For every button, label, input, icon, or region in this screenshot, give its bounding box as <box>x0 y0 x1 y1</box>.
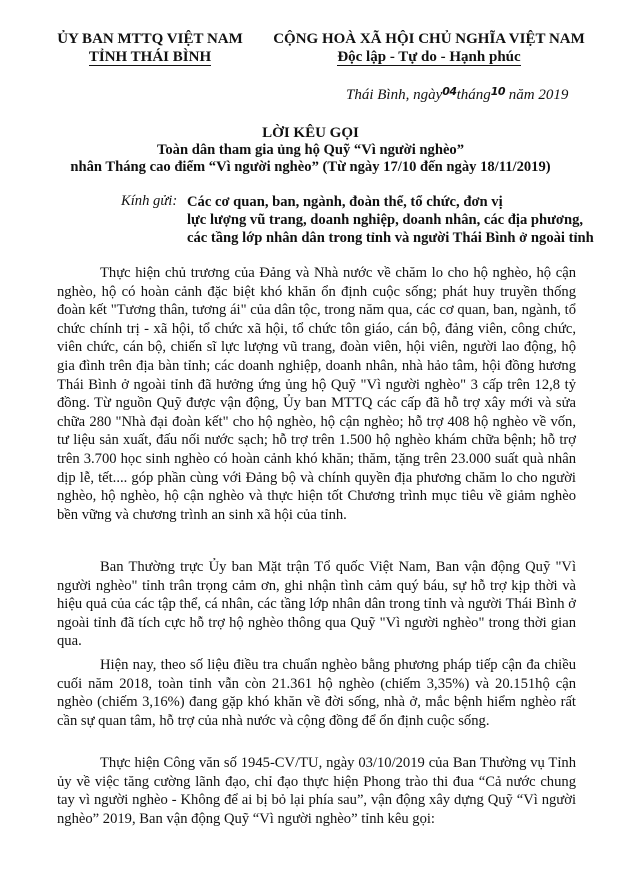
body-paragraph-1: Thực hiện chủ trương của Đảng và Nhà nước về chăm lo cho hộ nghèo, hộ cận nghèo, hộ có hoàn cảnh đặc biệt khó khăn ổn định cuộc sống; phát huy truyền thống đoàn kết "Tương thân, tương ái" của dân tộc, trong năm qua, các cơ quan, ban, ngành, tổ chức chính trị - xã hội, tổ chức xã hội, tổ chức tôn giáo, cán bộ, đảng viên, công chức, viên chức, cán bộ, chiến sĩ lực lượng vũ trang, đoàn viên, hội viên, người lao động, hộ gia đình trên địa bàn tỉnh; các doanh nghiệp, doanh nhân, nhà hảo tâm, hội đồng hương Thái Bình ở ngoài tỉnh đã hưởng ứng ủng hộ Quỹ "Vì người nghèo" 3 cấp trên 12,8 tỷ đồng. Từ nguồn Quỹ được vận động, Ủy ban MTTQ các cấp đã hỗ trợ xây mới và sửa chữa 280 "Nhà đại đoàn kết" cho hộ nghèo, hộ cận nghèo; hỗ trợ 408 hộ nghèo về vốn, tư liệu sản xuất, đấu nối nước sạch; hỗ trợ trên 1.500 hộ nghèo khám chữa bệnh; hỗ trợ trên 3.700 học sinh nghèo có hoàn cảnh khó khăn; thăm, tặng trên 23.000 suất quà nhân dịp lễ, tết.... góp phần cùng với Đảng bộ và chính quyền địa phương chăm lo cho người nghèo, hộ nghèo, hộ cận nghèo và thực hiện tốt Chương trình mục tiêu về giảm nghèo bền vững và chương trình an sinh xã hội của tỉnh. <box>57 265 576 523</box>
recipients-list <box>187 193 594 247</box>
org-name: ỦY BAN MTTQ VIỆT NAM <box>57 31 243 47</box>
org-header <box>40 31 260 66</box>
date-prefix: Thái Bình, ngày <box>346 87 443 103</box>
date-mid: tháng <box>456 87 491 103</box>
date-suffix: năm 2019 <box>508 87 569 103</box>
doc-subtitle-2: nhân Tháng cao điểm “Vì người nghèo” (Từ ngày 17/10 đến ngày 18/11/2019) <box>70 159 551 175</box>
date-month-handwritten: 10 <box>490 85 506 98</box>
recipients-label: Kính gửi: <box>121 193 178 209</box>
nation-header <box>264 31 594 66</box>
body-paragraph-2: Ban Thường trực Ủy ban Mặt trận Tổ quốc Việt Nam, Ban vận động Quỹ "Vì người nghèo" tỉnh trân trọng cảm ơn, ghi nhận tình cảm quý báu, sự hỗ trợ kịp thời và hiệu quả của các tập thể, cá nhân, các tầng lớp nhân dân trong tỉnh và người Thái Bình ở ngoài tỉnh đã tích cực hỗ trợ hộ nghèo thông qua Quỹ "Vì người nghèo" trong thời gian qua. <box>57 559 576 650</box>
doc-subtitle-1: Toàn dân tham gia ủng hộ Quỹ “Vì người nghèo” <box>156 142 465 158</box>
nation-motto: Độc lập - Tự do - Hạnh phúc <box>337 49 521 65</box>
date-line <box>346 87 568 104</box>
org-province: TỈNH THÁI BÌNH <box>88 49 212 65</box>
recipient-line: lực lượng vũ trang, doanh nghiệp, doanh nhân, các địa phương, <box>187 212 584 228</box>
body-paragraph-4: Thực hiện Công văn số 1945-CV/TU, ngày 03/10/2019 của Ban Thường vụ Tỉnh ủy về việc tăng cường lãnh đạo, chỉ đạo thực hiện Phong trào thi đua “Cả nước chung tay vì người nghèo - Không để ai bị bỏ lại phía sau”, vận động xây dựng Quỹ “Vì người nghèo” 2019, Ban vận động Quỹ “Vì người nghèo” tỉnh kêu gọi: <box>57 755 576 827</box>
body-paragraph-3: Hiện nay, theo số liệu điều tra chuẩn nghèo bằng phương pháp tiếp cận đa chiều cuối năm 2018, toàn tỉnh vẫn còn 21.361 hộ nghèo (chiếm 3,35%) và 20.151hộ cận nghèo (chiếm 3,16%) đang gặp khó khăn về đời sống, nhà ở, mắc bệnh hiểm nghèo rất cần sự quan tâm, hỗ trợ của nhà nước và cộng đồng để ổn định cuộc sống. <box>57 657 576 729</box>
recipient-line: các tầng lớp nhân dân trong tỉnh và người Thái Bình ở ngoài tỉnh <box>187 230 594 246</box>
date-day-handwritten: 04 <box>442 85 457 98</box>
recipient-line: Các cơ quan, ban, ngành, đoàn thể, tổ chức, đơn vị <box>187 194 503 210</box>
doc-title: LỜI KÊU GỌI <box>262 125 359 141</box>
nation-name: CỘNG HOÀ XÃ HỘI CHỦ NGHĨA VIỆT NAM <box>273 31 585 47</box>
